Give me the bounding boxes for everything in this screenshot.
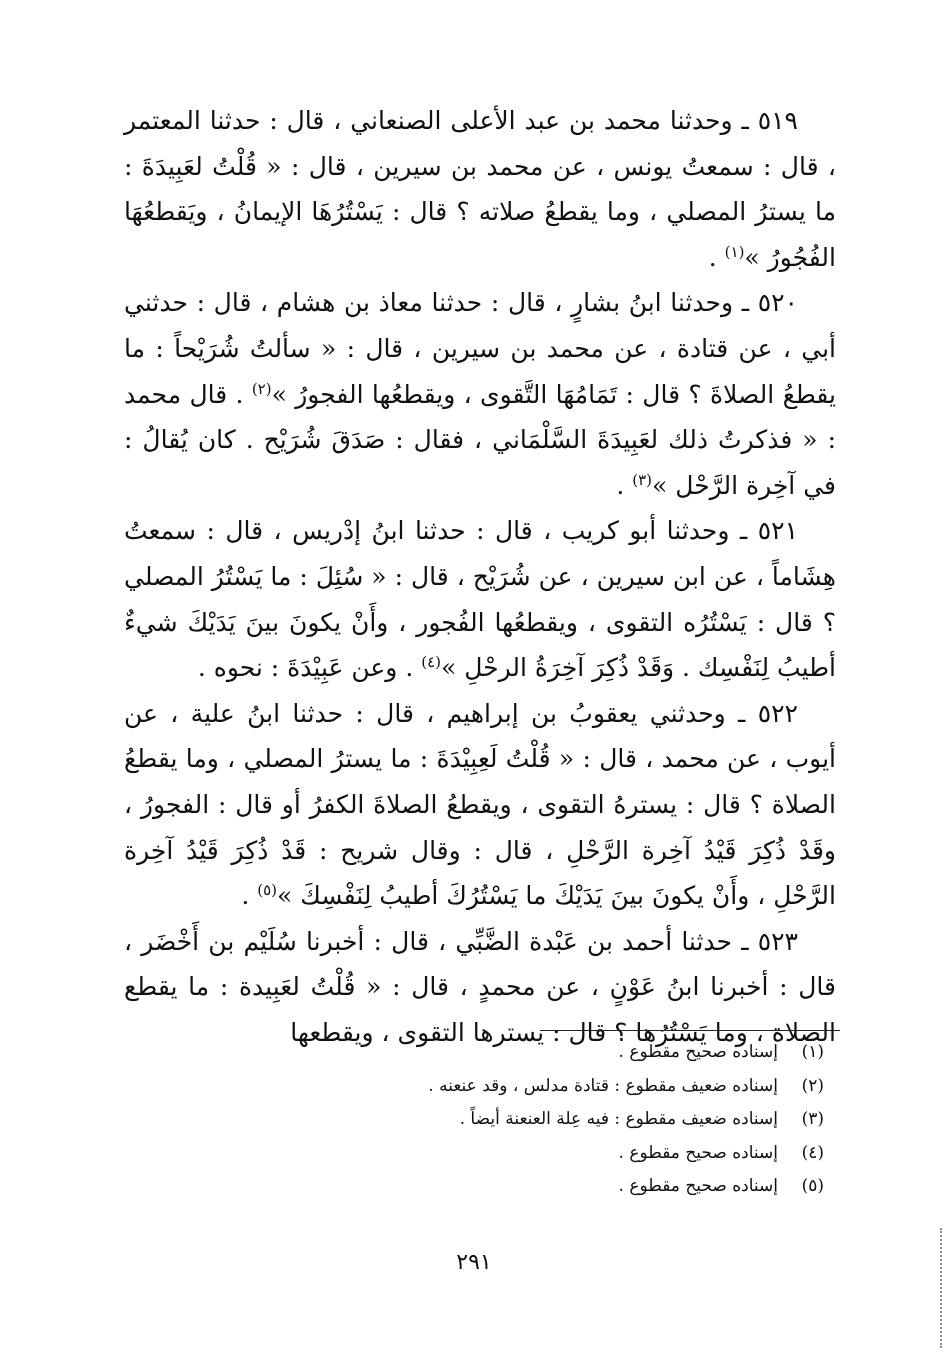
paragraph-tail: . xyxy=(708,242,725,272)
hadith-522 xyxy=(124,691,836,919)
footnote-number: (٥) xyxy=(801,1176,824,1196)
scan-edge-mark xyxy=(940,1228,944,1348)
footnote-ref: (٣) xyxy=(632,470,653,489)
footnote-text: إسناده صحيح مقطوع . xyxy=(618,1042,778,1062)
footnote-ref: (٢) xyxy=(251,379,272,398)
hadith-520 xyxy=(124,280,836,508)
hadith-519 xyxy=(124,98,836,280)
paragraph-text: ٥٢٣ ـ حدثنا أحمد بن عَبْدة الضَّبِّي ، قال : أخبرنا سُلَيْم بن أَخْضَر ، قال : أخبرنا ابنُ عَوْنٍ ، عن محمدٍ ، قال : « قُلْتُ لعَبِيدة : ما يقطع الصلاة ، وما يَسْتُرُها ؟ قال : يسترها التقوى ، ويقطعها xyxy=(124,926,836,1047)
paragraph-text: ٥٢٠ ـ وحدثنا ابنُ بشارٍ ، قال : حدثنا معاذ بن هشام ، قال : حدثني أبي ، عن قتادة ، عن محمد بن سيرين ، قال : « سألتُ شُرَيْحاً : ما يقطعُ الصلاةَ ؟ قال : تَمَامُهَا التَّقوى ، ويقطعُها الفجورُ » xyxy=(124,288,836,409)
footnote-ref: (٤) xyxy=(421,653,441,672)
footnote-ref: (١) xyxy=(724,242,745,261)
footnote-item xyxy=(324,1137,824,1171)
page-number: ٢٩١ xyxy=(456,1250,492,1275)
footnote-number: (٣) xyxy=(801,1109,824,1129)
paragraph-tail: . xyxy=(616,470,633,500)
footnote-number: (١) xyxy=(801,1042,824,1062)
footnote-text: إسناده ضعيف مقطوع : فيه عِلة العنعنة أيضاً . xyxy=(459,1109,778,1129)
footnote-text: إسناده صحيح مقطوع . xyxy=(618,1176,778,1196)
main-text xyxy=(124,98,836,1055)
footnote-item xyxy=(324,1036,824,1070)
paragraph-tail: . وعن عَبِيْدَةَ : نحوه . xyxy=(197,653,422,683)
paragraph-tail: . قال محمد : « فذكرتُ ذلك لعَبِيدَةَ السَّلْمَاني ، فقال : صَدَقَ شُرَيْح . كان يُقالُ : في آخِرة الرَّحْل » xyxy=(124,379,836,500)
paragraph-text: ٥١٩ ـ وحدثنا محمد بن عبد الأعلى الصنعاني ، قال : حدثنا المعتمر ، قال : سمعتُ يونس ، عن محمد بن سيرين ، قال : « قُلْتُ لعَبِيدَةَ : ما يسترُ المصلي ، وما يقطعُ صلاته ؟ قال : يَسْتُرُهَا الإيمانُ ، ويَقطعُهَا الفُجُورُ » xyxy=(124,106,836,272)
footnote-item xyxy=(324,1103,824,1137)
footnote-number: (٤) xyxy=(801,1142,824,1163)
paragraph-text: ٥٢١ ـ وحدثنا أبو كريب ، قال : حدثنا ابنُ إدْريس ، قال : سمعتُ هِشَاماً ، عن ابن سيرين ، عن شُرَيْح ، قال : « سُئِلَ : ما يَسْتُرُ المصلي ؟ قال : يَسْتُرُه التقوى ، ويقطعُها الفُجور ، وأَنْ يكونَ بينَ يَدَيْكَ شيءٌ أطيبُ لِنَفْسِك . وَقَدْ ذُكِرَ آخِرَةُ الرحْلِ » xyxy=(124,516,836,683)
hadith-523 xyxy=(124,919,836,1056)
footnote-text: إسناده صحيح مقطوع . xyxy=(618,1142,778,1163)
footnote-text: إسناده ضعيف مقطوع : قتادة مدلس ، وقد عنعنه . xyxy=(428,1075,778,1096)
footnote-item xyxy=(324,1170,824,1204)
footnote-number: (٢) xyxy=(801,1075,824,1096)
footnote-separator xyxy=(540,1030,840,1031)
hadith-521 xyxy=(124,508,836,690)
footnote-ref: (٥) xyxy=(257,881,278,900)
paragraph-text: ٥٢٢ ـ وحدثني يعقوبُ بن إبراهيم ، قال : حدثنا ابنُ علية ، عن أيوب ، عن محمد ، قال : « قُلْتُ لَعِبِيْدَةَ : ما يسترُ المصلي ، وما يقطعُ الصلاة ؟ قال : يسترهُ التقوى ، ويقطعُ الصلاةَ الكفرُ أو قال : الفجورُ ، وقَدْ ذُكِرَ قَيْدُ آخِرة الرَّحْلِ ، قال : وقال شريح : قَدْ ذُكِرَ قَيْدُ آخِرة الرَّحْلِ ، وأَنْ يكونَ بينَ يَدَيْكَ ما يَسْتُرُكَ أطيبُ لِنَفْسِكَ » xyxy=(124,698,836,911)
footnotes xyxy=(324,1036,824,1204)
footnote-item xyxy=(324,1070,824,1104)
paragraph-tail: . xyxy=(241,881,258,911)
